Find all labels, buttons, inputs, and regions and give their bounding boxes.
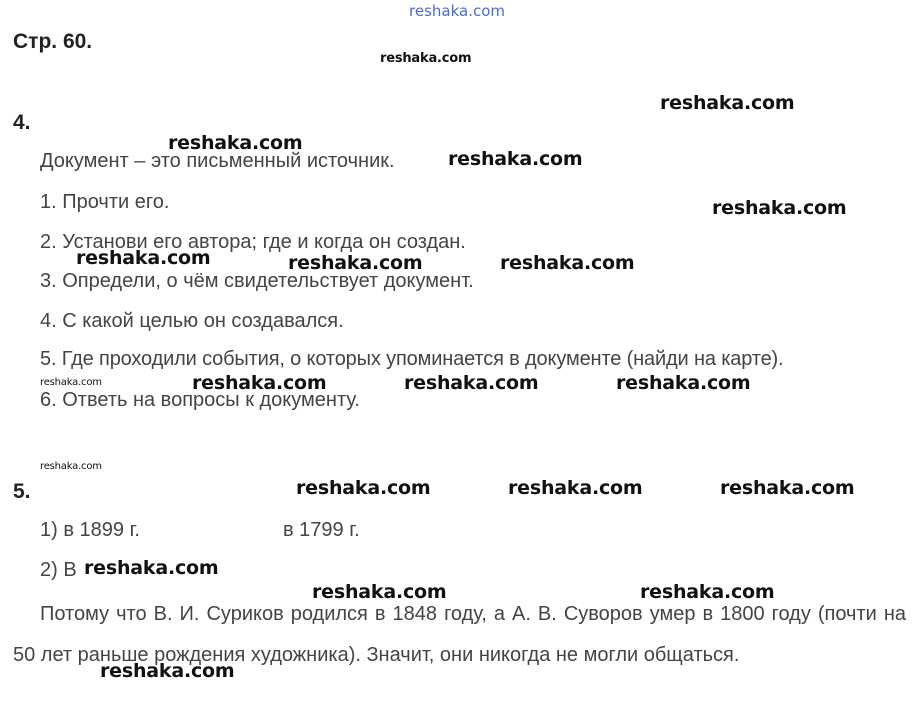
task-5-answer-2: 2) В — [40, 559, 77, 581]
watermark: reshaka.com — [312, 581, 447, 603]
watermark: reshaka.com — [168, 132, 303, 154]
watermark: reshaka.com — [40, 377, 102, 388]
watermark: reshaka.com — [616, 372, 751, 394]
watermark: reshaka.com — [720, 477, 855, 499]
task-4-number: 4. — [13, 111, 31, 134]
watermark: reshaka.com — [448, 148, 583, 170]
page-label: Стр. 60. — [13, 30, 93, 53]
watermark: reshaka.com — [76, 247, 211, 269]
task-4-step-4: 4. С какой целью он создавался. — [40, 310, 344, 332]
watermark: reshaka.com — [640, 581, 775, 603]
task-5-answer-1-a: 1) в 1899 г. — [40, 519, 140, 541]
watermark: reshaka.com — [40, 461, 102, 472]
watermark: reshaka.com — [660, 92, 795, 114]
task-5-explanation: Потому что В. И. Суриков родился в 1848 году, а А. В. Суворов умер в 1800 году (почти на 50 лет раньше рождения художника). Значит, они никогда не могли общаться. — [13, 603, 906, 666]
task-5-number: 5. — [13, 480, 31, 503]
watermark: reshaka.com — [84, 557, 219, 579]
task-4-intro: Документ – это письменный источник. — [40, 150, 395, 172]
task-5-answer-1-b: в 1799 г. — [283, 519, 360, 541]
task-4-step-2: 2. Установи его автора; где и когда он создан. — [40, 231, 466, 253]
watermark: reshaka.com — [508, 477, 643, 499]
watermark: reshaka.com — [500, 252, 635, 274]
task-4-step-1: 1. Прочти его. — [40, 191, 170, 213]
watermark: reshaka.com — [380, 51, 472, 66]
task-4-step-5: 5. Где проходили события, о которых упоминается в документе (найди на карте). — [40, 348, 784, 370]
watermark: reshaka.com — [296, 477, 431, 499]
task-4-step-3: 3. Определи, о чём свидетельствует документ. — [40, 270, 474, 292]
watermark: reshaka.com — [192, 372, 327, 394]
task-4-step-6: 6. Ответь на вопросы к документу. — [40, 389, 360, 411]
watermark: reshaka.com — [100, 660, 235, 682]
watermark: reshaka.com — [404, 372, 539, 394]
watermark: reshaka.com — [288, 252, 423, 274]
watermark: reshaka.com — [712, 197, 847, 219]
site-logo-watermark: reshaka.com — [409, 2, 505, 20]
